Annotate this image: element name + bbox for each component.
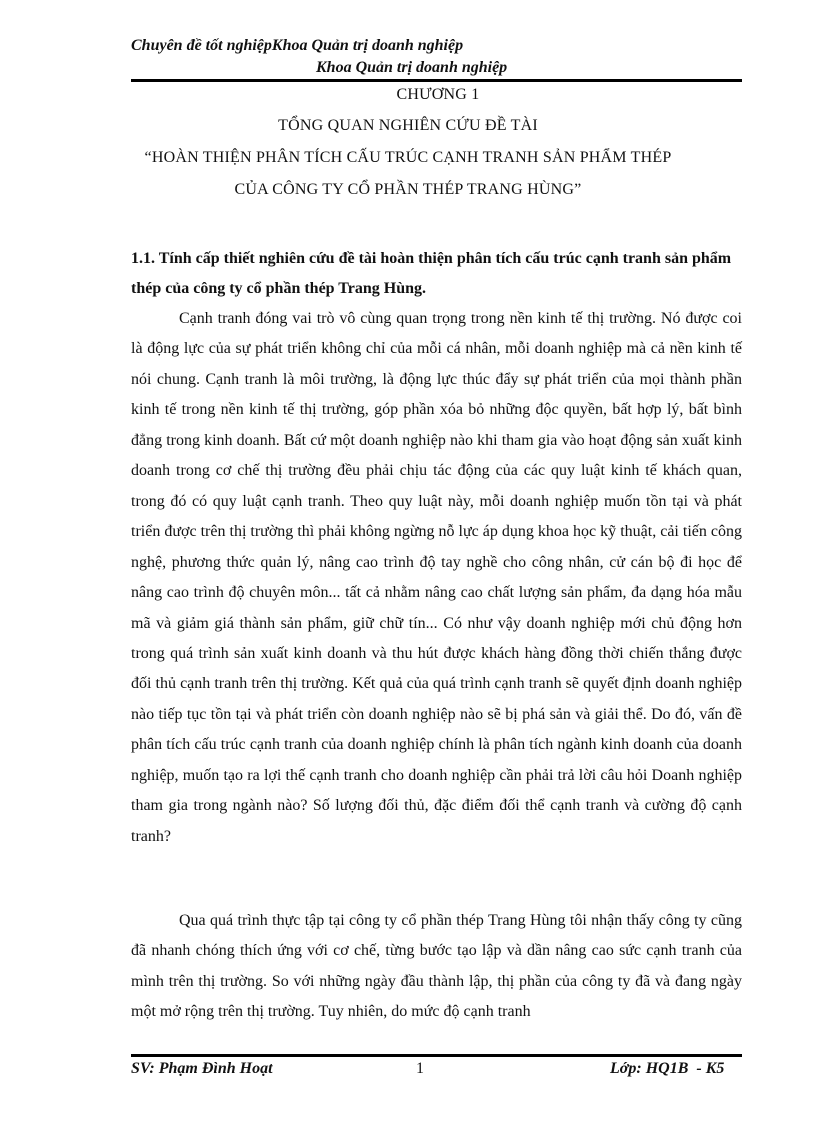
running-header-line-1: Chuyên đề tốt nghiệpKhoa Quản trị doanh nghiệp bbox=[131, 37, 464, 54]
body-paragraph: Qua quá trình thực tập tại công ty cổ phần thép Trang Hùng tôi nhận thấy công ty cũng đã nhanh chóng thích ứng với cơ chế, từng bước tạo lập và dần nâng cao sức cạnh tranh của mình trên thị trường. So với những ngày đầu thành lập, thị phần của công ty đã và đang ngày một mở rộng trên thị trường. Tuy nhiên, do mức độ cạnh tranh bbox=[131, 912, 742, 1021]
running-header-line-2: Khoa Quản trị doanh nghiệp bbox=[316, 59, 508, 76]
footer-student-name: SV: Phạm Đình Hoạt bbox=[131, 1060, 273, 1077]
section-heading: 1.1. Tính cấp thiết nghiên cứu đề tài hoàn thiện phân tích cấu trúc cạnh tranh sản phẩm thép của công ty cổ phần thép Trang Hùng. bbox=[131, 250, 732, 297]
chapter-subtitle-line-2: CỦA CÔNG TY CỔ PHẦN THÉP TRANG HÙNG” bbox=[234, 181, 582, 198]
page-number: 1 bbox=[416, 1060, 424, 1077]
header-divider bbox=[131, 79, 742, 82]
footer-divider bbox=[131, 1054, 742, 1057]
chapter-number: CHƯƠNG 1 bbox=[396, 86, 480, 103]
body-paragraph: Cạnh tranh đóng vai trò vô cùng quan trọng trong nền kinh tế thị trường. Nó được coi là động lực của sự phát triển không chỉ của mỗi cá nhân, mỗi doanh nghiệp mà cả nền kinh tế nói chung. Cạnh tranh là môi trường, là động lực thúc đẩy sự phát triển của mọi thành phần kinh tế trong nền kinh tế thị trường, góp phần xóa bỏ những độc quyền, bất hợp lý, bất bình đẳng trong kinh doanh. Bất cứ một doanh nghiệp nào khi tham gia vào hoạt động sản xuất kinh doanh trong cơ chế thị trường đều phải chịu tác động của các quy luật kinh tế khách quan, trong đó có quy luật cạnh tranh. Theo quy luật này, mỗi doanh nghiệp muốn tồn tại và phát triển được trên thị trường thì phải không ngừng nỗ lực áp dụng khoa học kỹ thuật, cải tiến công nghệ, phương thức quản lý, nâng cao trình độ tay nghề cho công nhân, cử cán bộ đi học để nâng cao trình độ chuyên môn... tất cả nhằm nâng cao chất lượng sản phẩm, đa dạng hóa mẫu mã và giảm giá thành sản phẩm, giữ chữ tín... Có như vậy doanh nghiệp mới chủ động hơn trong quá trình sản xuất kinh doanh và thu hút được khách hàng đồng thời chiến thắng được đối thủ cạnh tranh trên thị trường. Kết quả của quá trình cạnh tranh sẽ quyết định doanh nghiệp nào tiếp tục tồn tại và phát triển còn doanh nghiệp nào sẽ bị phá sản và giải thể. Do đó, vấn đề phân tích cấu trúc cạnh tranh của doanh nghiệp chính là phân tích ngành kinh doanh của doanh nghiệp, muốn tạo ra lợi thế cạnh tranh cho doanh nghiệp cần phải trả lời câu hỏi Doanh nghiệp tham gia trong ngành nào? Số lượng đối thủ, đặc điểm đối thể cạnh tranh và cường độ cạnh tranh? bbox=[131, 310, 742, 845]
chapter-subtitle-line-1: “HOÀN THIỆN PHÂN TÍCH CẤU TRÚC CẠNH TRANH SẢN PHẨM THÉP bbox=[144, 149, 672, 166]
chapter-title: TỔNG QUAN NGHIÊN CỨU ĐỀ TÀI bbox=[278, 117, 538, 134]
footer-class-code: Lớp: HQ1B - K5 bbox=[610, 1060, 725, 1077]
